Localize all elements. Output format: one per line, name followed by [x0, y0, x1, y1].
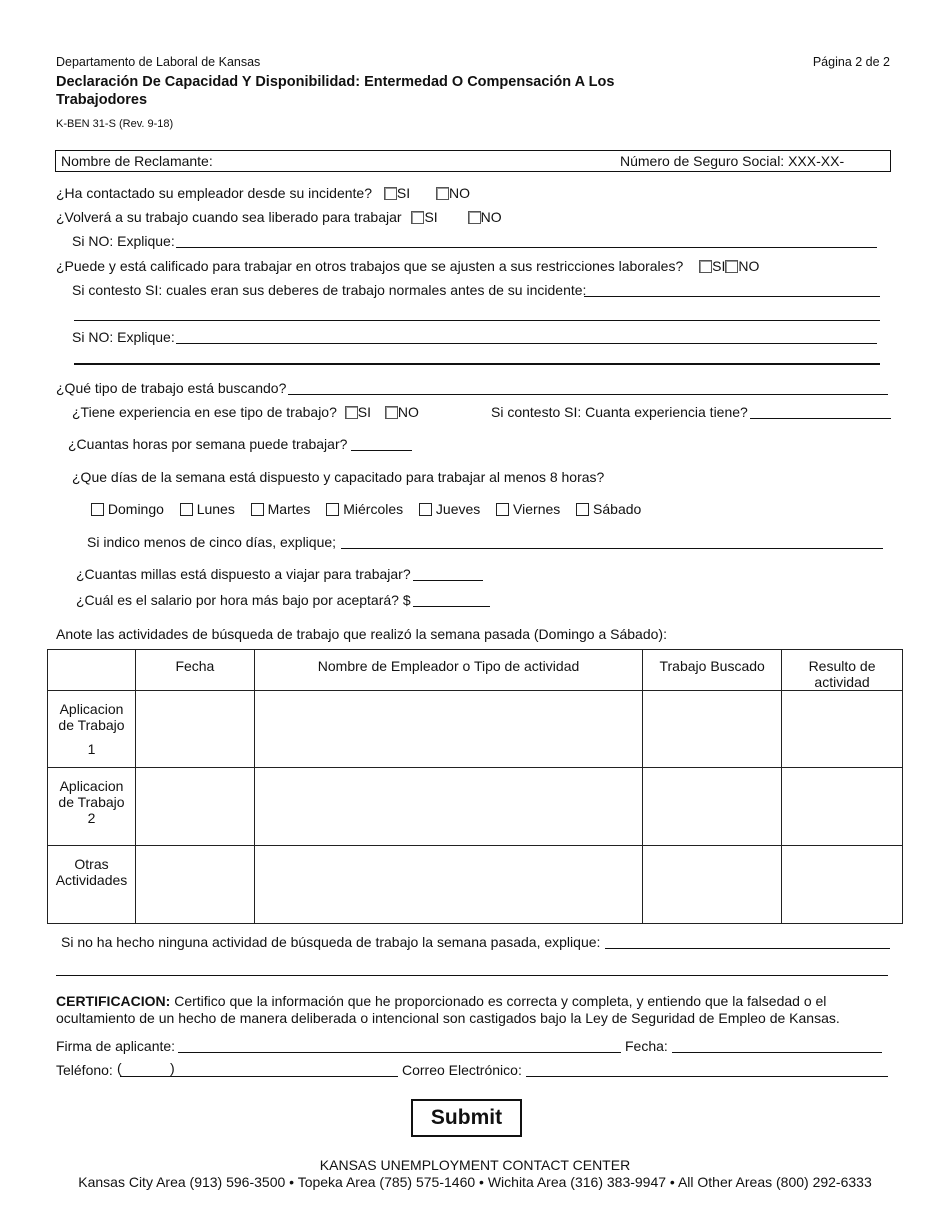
q3-no-explain-label: Si NO: Explique:: [72, 329, 175, 345]
q1-yes-checkbox[interactable]: [384, 187, 397, 200]
q1-no-label: NO: [449, 185, 470, 201]
q2-no-label: NO: [480, 209, 502, 225]
form-number: K-BEN 31-S (Rev. 9-18): [56, 118, 174, 130]
column-header: Fecha: [135, 650, 254, 691]
date-cell[interactable]: [135, 768, 254, 846]
question-wage: ¿Cuál es el salario por hora más bajo por aceptará? $: [76, 592, 411, 608]
date-cell[interactable]: [135, 846, 254, 924]
hours-line[interactable]: [351, 450, 412, 451]
day-checkbox[interactable]: [419, 503, 432, 516]
work-type-line[interactable]: [288, 394, 888, 395]
q3-yes-label: SI: [712, 258, 726, 274]
column-header: Nombre de Empleador o Tipo de actividad: [254, 650, 642, 691]
job-sought-cell[interactable]: [643, 768, 782, 846]
activities-intro: Anote las actividades de búsqueda de trabajo que realizó la semana pasada (Domingo a Sábado):: [56, 626, 667, 642]
result-cell[interactable]: [782, 768, 903, 846]
page-number: Página 2 de 2: [812, 55, 890, 69]
day-label: Jueves: [435, 501, 481, 517]
q2-no-checkbox[interactable]: [468, 211, 481, 224]
day-label: Sábado: [593, 501, 642, 517]
table-header-row: [48, 650, 903, 691]
miles-line[interactable]: [413, 580, 483, 581]
day-label: Lunes: [196, 501, 235, 517]
date-label: Fecha:: [625, 1038, 668, 1054]
certification-text: [56, 993, 896, 1027]
table-row: [48, 691, 903, 768]
q3-yes-explain-line[interactable]: [584, 296, 880, 297]
q3-no-explain-line[interactable]: [176, 343, 877, 344]
q5-yes-label: SI: [357, 404, 371, 420]
column-header: Resulto de actividad: [782, 650, 903, 691]
q1-yes-label: SI: [396, 185, 411, 201]
q1-no-checkbox[interactable]: [436, 187, 449, 200]
wage-line[interactable]: [413, 606, 490, 607]
row-label: Aplicacion de Trabajo 1: [48, 691, 136, 768]
question-contacted-employer: [56, 185, 470, 201]
days-checkbox-row: [91, 501, 641, 517]
employer-cell[interactable]: [254, 846, 642, 924]
employer-cell[interactable]: [254, 691, 642, 768]
q2-yes-label: SI: [424, 209, 438, 225]
day-checkbox[interactable]: [326, 503, 339, 516]
column-header: [48, 650, 136, 691]
days-explain-label: Si indico menos de cinco días, explique;: [87, 534, 337, 550]
q2-yes-checkbox[interactable]: [411, 211, 424, 224]
phone-line[interactable]: [120, 1076, 398, 1077]
day-label: Domingo: [107, 501, 164, 517]
signature-label: Firma de aplicante:: [56, 1038, 176, 1054]
day-label: Viernes: [513, 501, 561, 517]
column-header: Trabajo Buscado: [643, 650, 782, 691]
result-cell[interactable]: [782, 846, 903, 924]
question-days: ¿Que días de la semana está dispuesto y capacitado para trabajar al menos 8 horas?: [72, 469, 605, 485]
phone-open-paren: (: [117, 1060, 122, 1076]
ssn-label[interactable]: Número de Seguro Social: XXX-XX-: [620, 153, 845, 169]
claimant-box: [55, 150, 891, 172]
table-row: [48, 846, 903, 924]
question-experience: [72, 404, 419, 420]
question-text: ¿Puede y está calificado para trabajar en otros trabajos que se ajusten a sus restricciones laborales?: [56, 258, 684, 274]
q3-no-checkbox[interactable]: [725, 260, 738, 273]
no-activity-explain-label: Si no ha hecho ninguna actividad de búsqueda de trabajo la semana pasada, explique:: [61, 934, 601, 950]
no-activity-line-2[interactable]: [56, 975, 888, 976]
activities-table: [47, 649, 903, 924]
employer-cell[interactable]: [254, 768, 642, 846]
signature-line[interactable]: [178, 1052, 621, 1053]
question-text: ¿Ha contactado su empleador desde su incidente?: [56, 185, 372, 201]
question-hours: ¿Cuantas horas por semana puede trabajar?: [68, 436, 348, 452]
claimant-name-label[interactable]: Nombre de Reclamante:: [61, 153, 213, 169]
email-line[interactable]: [526, 1076, 888, 1077]
day-checkbox[interactable]: [576, 503, 589, 516]
q2-explain-label: Si NO: Explique:: [72, 233, 175, 249]
experience-line[interactable]: [750, 418, 891, 419]
date-cell[interactable]: [135, 691, 254, 768]
date-line[interactable]: [672, 1052, 882, 1053]
day-label: Miércoles: [343, 501, 404, 517]
phone-close-paren: ): [170, 1060, 175, 1076]
row-label: Aplicacion de Trabajo 2: [48, 768, 136, 846]
result-cell[interactable]: [782, 691, 903, 768]
q3-yes-explain-line-2[interactable]: [74, 320, 880, 321]
footer-phone-numbers: Kansas City Area (913) 596-3500 • Topeka Area (785) 575-1460 • Wichita Area (316) 383-9947 • All Other Areas (800) 292-6333: [78, 1174, 872, 1190]
day-checkbox[interactable]: [496, 503, 509, 516]
question-other-work: [56, 258, 759, 274]
certification-body: Certifico que la información que he proporcionado es correcta y completa, y entiendo que la falsedad o el ocultamiento de un hecho de manera deliberada o intencional son castigados bajo la Ley de Seguridad de Empleo de Kansas.: [56, 993, 840, 1026]
form-title: Declaración De Capacidad Y Disponibilidad: Entermedad O Compensación A Los Trabajodores: [56, 74, 615, 108]
day-label: Martes: [267, 501, 311, 517]
job-sought-cell[interactable]: [643, 691, 782, 768]
q5-yes-experience-label: Si contesto SI: Cuanta experiencia tiene?: [491, 404, 748, 420]
q3-no-label: NO: [738, 258, 760, 274]
q2-explain-line[interactable]: [176, 247, 877, 248]
email-label: Correo Electrónico:: [402, 1062, 522, 1078]
q5-no-label: NO: [397, 404, 419, 420]
job-sought-cell[interactable]: [643, 846, 782, 924]
question-text: ¿Volverá a su trabajo cuando sea liberado para trabajar: [56, 209, 402, 225]
no-activity-line[interactable]: [605, 948, 890, 949]
q5-no-checkbox[interactable]: [385, 406, 398, 419]
footer-contact-center: KANSAS UNEMPLOYMENT CONTACT CENTER: [319, 1157, 631, 1173]
q3-yes-checkbox[interactable]: [699, 260, 712, 273]
q3-yes-explain-label: Si contesto SI: cuales eran sus deberes de trabajo normales antes de su incidente:: [72, 282, 587, 298]
q3-no-explain-line-2[interactable]: [74, 363, 880, 365]
row-label: Otras Actividades: [48, 846, 136, 924]
day-checkbox[interactable]: [180, 503, 193, 516]
question-text: ¿Tiene experiencia en ese tipo de trabajo?: [72, 404, 337, 420]
question-return-to-work: [56, 209, 502, 225]
question-miles: ¿Cuantas millas está dispuesto a viajar para trabajar?: [76, 566, 411, 582]
department-name: Departamento de Laboral de Kansas: [56, 55, 261, 69]
day-checkbox[interactable]: [251, 503, 264, 516]
q5-yes-checkbox[interactable]: [345, 406, 358, 419]
phone-label: Teléfono:: [56, 1062, 113, 1078]
certification-heading: CERTIFICACION:: [56, 993, 171, 1009]
day-checkbox[interactable]: [91, 503, 104, 516]
table-row: [48, 768, 903, 846]
days-explain-line[interactable]: [341, 548, 883, 549]
submit-button[interactable]: Submit: [411, 1099, 522, 1137]
question-work-type: ¿Qué tipo de trabajo está buscando?: [56, 380, 287, 396]
